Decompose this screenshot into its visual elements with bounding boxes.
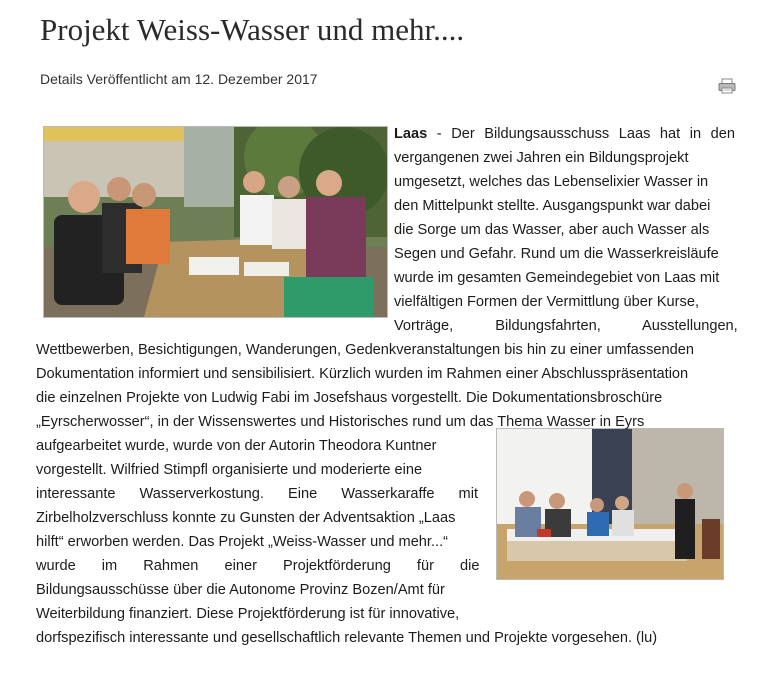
body-line: wurde im Rahmen einer Projektförderung für die xyxy=(36,558,480,574)
body-word: hat xyxy=(659,126,681,142)
article-meta: Details Veröffentlicht am 12. Dezember 2017 xyxy=(40,71,318,87)
body-line: Weiterbildung finanziert. Diese Projektförderung ist für innovative, xyxy=(36,606,460,622)
body-word: - xyxy=(436,126,442,142)
body-line: wurde im gesamten Gemeindegebiet von Laas mit xyxy=(394,270,720,286)
printer-icon[interactable] xyxy=(718,78,736,94)
lead-word: Laas xyxy=(394,126,428,142)
body-line: vorgestellt. Wilfried Stimpfl organisierte und moderierte eine xyxy=(36,462,423,478)
body-line: vergangenen zwei Jahren ein Bildungsprojekt xyxy=(394,150,689,166)
body-line: Segen und Gefahr. Rund um die Wasserkreisläufe xyxy=(394,246,719,262)
body-line: umgesetzt, welches das Lebenselixier Wasser in xyxy=(394,174,709,190)
body-line: die einzelnen Projekte von Ludwig Fabi im Josefshaus vorgestellt. Die Dokumentationsbroschüre xyxy=(36,390,663,406)
body-line: Dokumentation informiert und sensibilisiert. Kürzlich wurden im Rahmen einer Abschlusspräsentation xyxy=(36,366,689,382)
body-word: Der xyxy=(451,126,475,142)
photo-presentation xyxy=(496,428,724,580)
body-line xyxy=(394,122,735,146)
article-title: Projekt Weiss-Wasser und mehr.... xyxy=(40,12,465,47)
body-line: hilft“ erworben werden. Das Projekt „Weiss-Wasser und mehr...“ xyxy=(36,534,449,550)
body-line: Wettbewerben, Besichtigungen, Wanderungen, Gedenkveranstaltungen bis hin zu einer umfassenden xyxy=(36,342,694,358)
body-line: Zirbelholzverschluss konnte zu Gunsten der Adventsaktion „Laas xyxy=(36,510,456,526)
body-line: den Mittelpunkt stellte. Ausgangspunkt war dabei xyxy=(394,198,711,214)
body-line: interessante Wasserverkostung. Eine Wasserkaraffe mit xyxy=(36,486,479,502)
body-line: Vorträge, Bildungsfahrten, Ausstellungen, xyxy=(394,318,738,334)
body-line: „Eyrscherwosser“, in der Wissenswertes und Historisches rund um das Thema Wasser in Eyrs xyxy=(36,414,645,430)
body-word: Laas xyxy=(618,126,651,142)
body-line: aufgearbeitet wurde, wurde von der Autorin Theodora Kuntner xyxy=(36,438,437,454)
body-word: in xyxy=(689,126,702,142)
photo-group-table xyxy=(43,126,388,318)
body-line: Bildungsausschüsse über die Autonome Provinz Bozen/Amt für xyxy=(36,582,445,598)
body-word: den xyxy=(710,126,735,142)
body-line: dorfspezifisch interessante und gesellschaftlich relevante Themen und Projekte vorgesehen. (lu) xyxy=(36,630,658,646)
body-line: vielfältigen Formen der Vermittlung über Kurse, xyxy=(394,294,699,310)
body-word: Bildungsausschuss xyxy=(484,126,610,142)
body-line: die Sorge um das Wasser, aber auch Wasser als xyxy=(394,222,710,238)
